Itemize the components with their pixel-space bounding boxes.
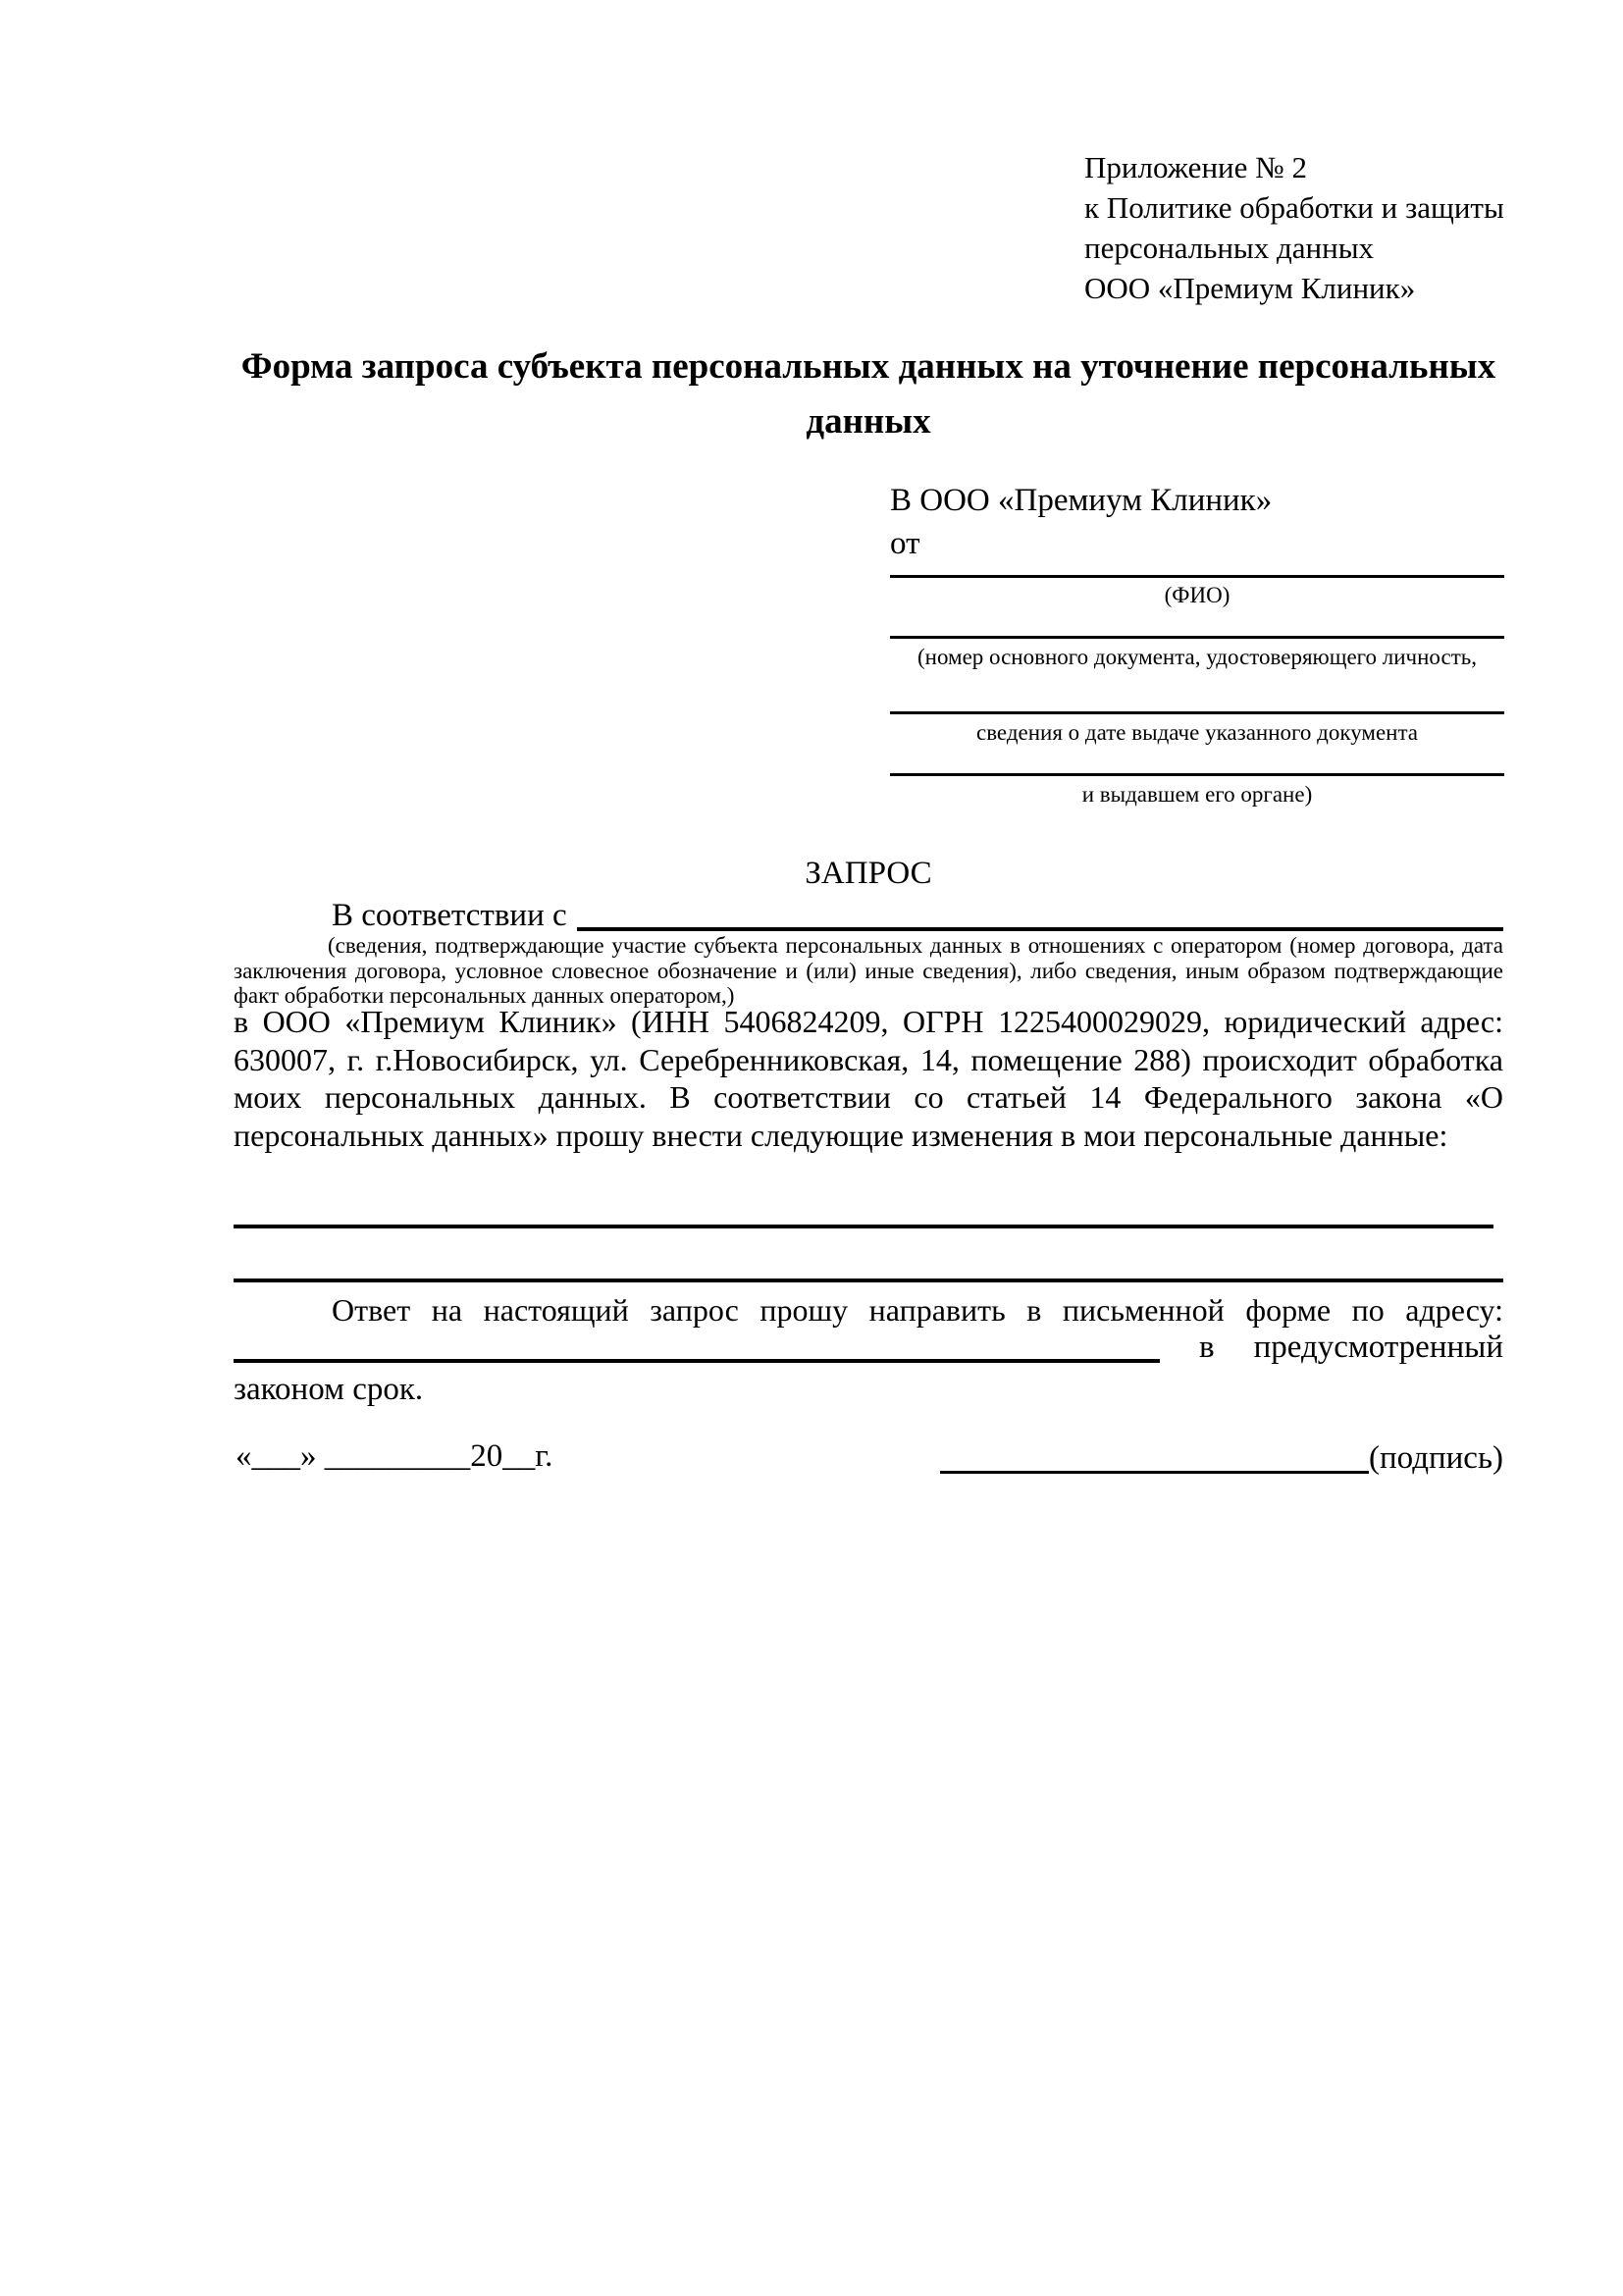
answer-address-text: Ответ на настоящий запрос прошу направить в письменной форме по адресу: [332,1292,1503,1328]
request-heading: ЗАПРОС [805,856,932,891]
answer-word-term: предусмотренный [1253,1330,1503,1365]
addressee-organization: В ООО «Премиум Клиник» [890,483,1273,518]
appendix-header-line-1: Приложение № 2 [1084,150,1307,184]
appendix-header-line-4: ООО «Премиум Клиник» [1084,271,1416,305]
answer-word-v: в [1199,1330,1215,1365]
fio-caption: (ФИО) [1164,583,1230,607]
signature-caption: (подпись) [1369,1440,1503,1476]
basis-blank-line [577,897,1503,931]
document-number-blank-line [890,612,1504,639]
issuing-authority-blank-line [890,750,1504,776]
fio-blank-line [890,551,1504,578]
document-number-caption: (номер основного документа, удостоверяющего личность, [916,645,1477,669]
issue-date-blank-line [890,688,1504,714]
basis-row [234,897,1503,934]
addressee-from-label: от [890,526,920,561]
appendix-header-line-2: к Политике обработки и защиты [1084,190,1504,225]
changes-blank-line-1 [234,1201,1493,1228]
answer-tail-text: законом срок. [234,1372,424,1407]
basis-lead-text: В соответствии с [332,898,567,933]
issue-date-caption: сведения о дате выдаче указанного документа [975,720,1419,745]
basis-footnote: (сведения, подтверждающие участие субъекта персональных данных в отношениях с оператором (номер договора, дата заключения договора, условное словесное обозначение и (или) иные сведения), либо сведения, иным образом подтверждающие факт обработки персональных данных оператором,) [234,933,1503,1008]
date-blank: «___» _________20__г. [236,1438,553,1474]
appendix-header-line-3: персональных данных [1084,231,1375,265]
issuing-authority-caption: и выдавшем его органе) [1081,782,1313,807]
address-blank-line [234,1329,1160,1363]
changes-blank-line-2 [234,1255,1503,1282]
answer-address-row [234,1329,1503,1366]
signature-row [940,1438,1503,1478]
request-body-paragraph: в ООО «Премиум Клиник» (ИНН 5406824209, ОГРН 1225400029029, юридический адрес: 630007, г. г.Новосибирск, ул. Серебренниковская, 14, помещение 288) происходит обработка моих персональных данных. В соответствии со статьей 14 Федерального закона «О персональных данных» прошу внести следующие изменения в мои персональные данные: [234,1004,1503,1153]
document-title: Форма запроса субъекта персональных данных на уточнение персональных данных [240,346,1496,442]
signature-blank-line [940,1438,1369,1474]
appendix-header [1084,147,1504,308]
